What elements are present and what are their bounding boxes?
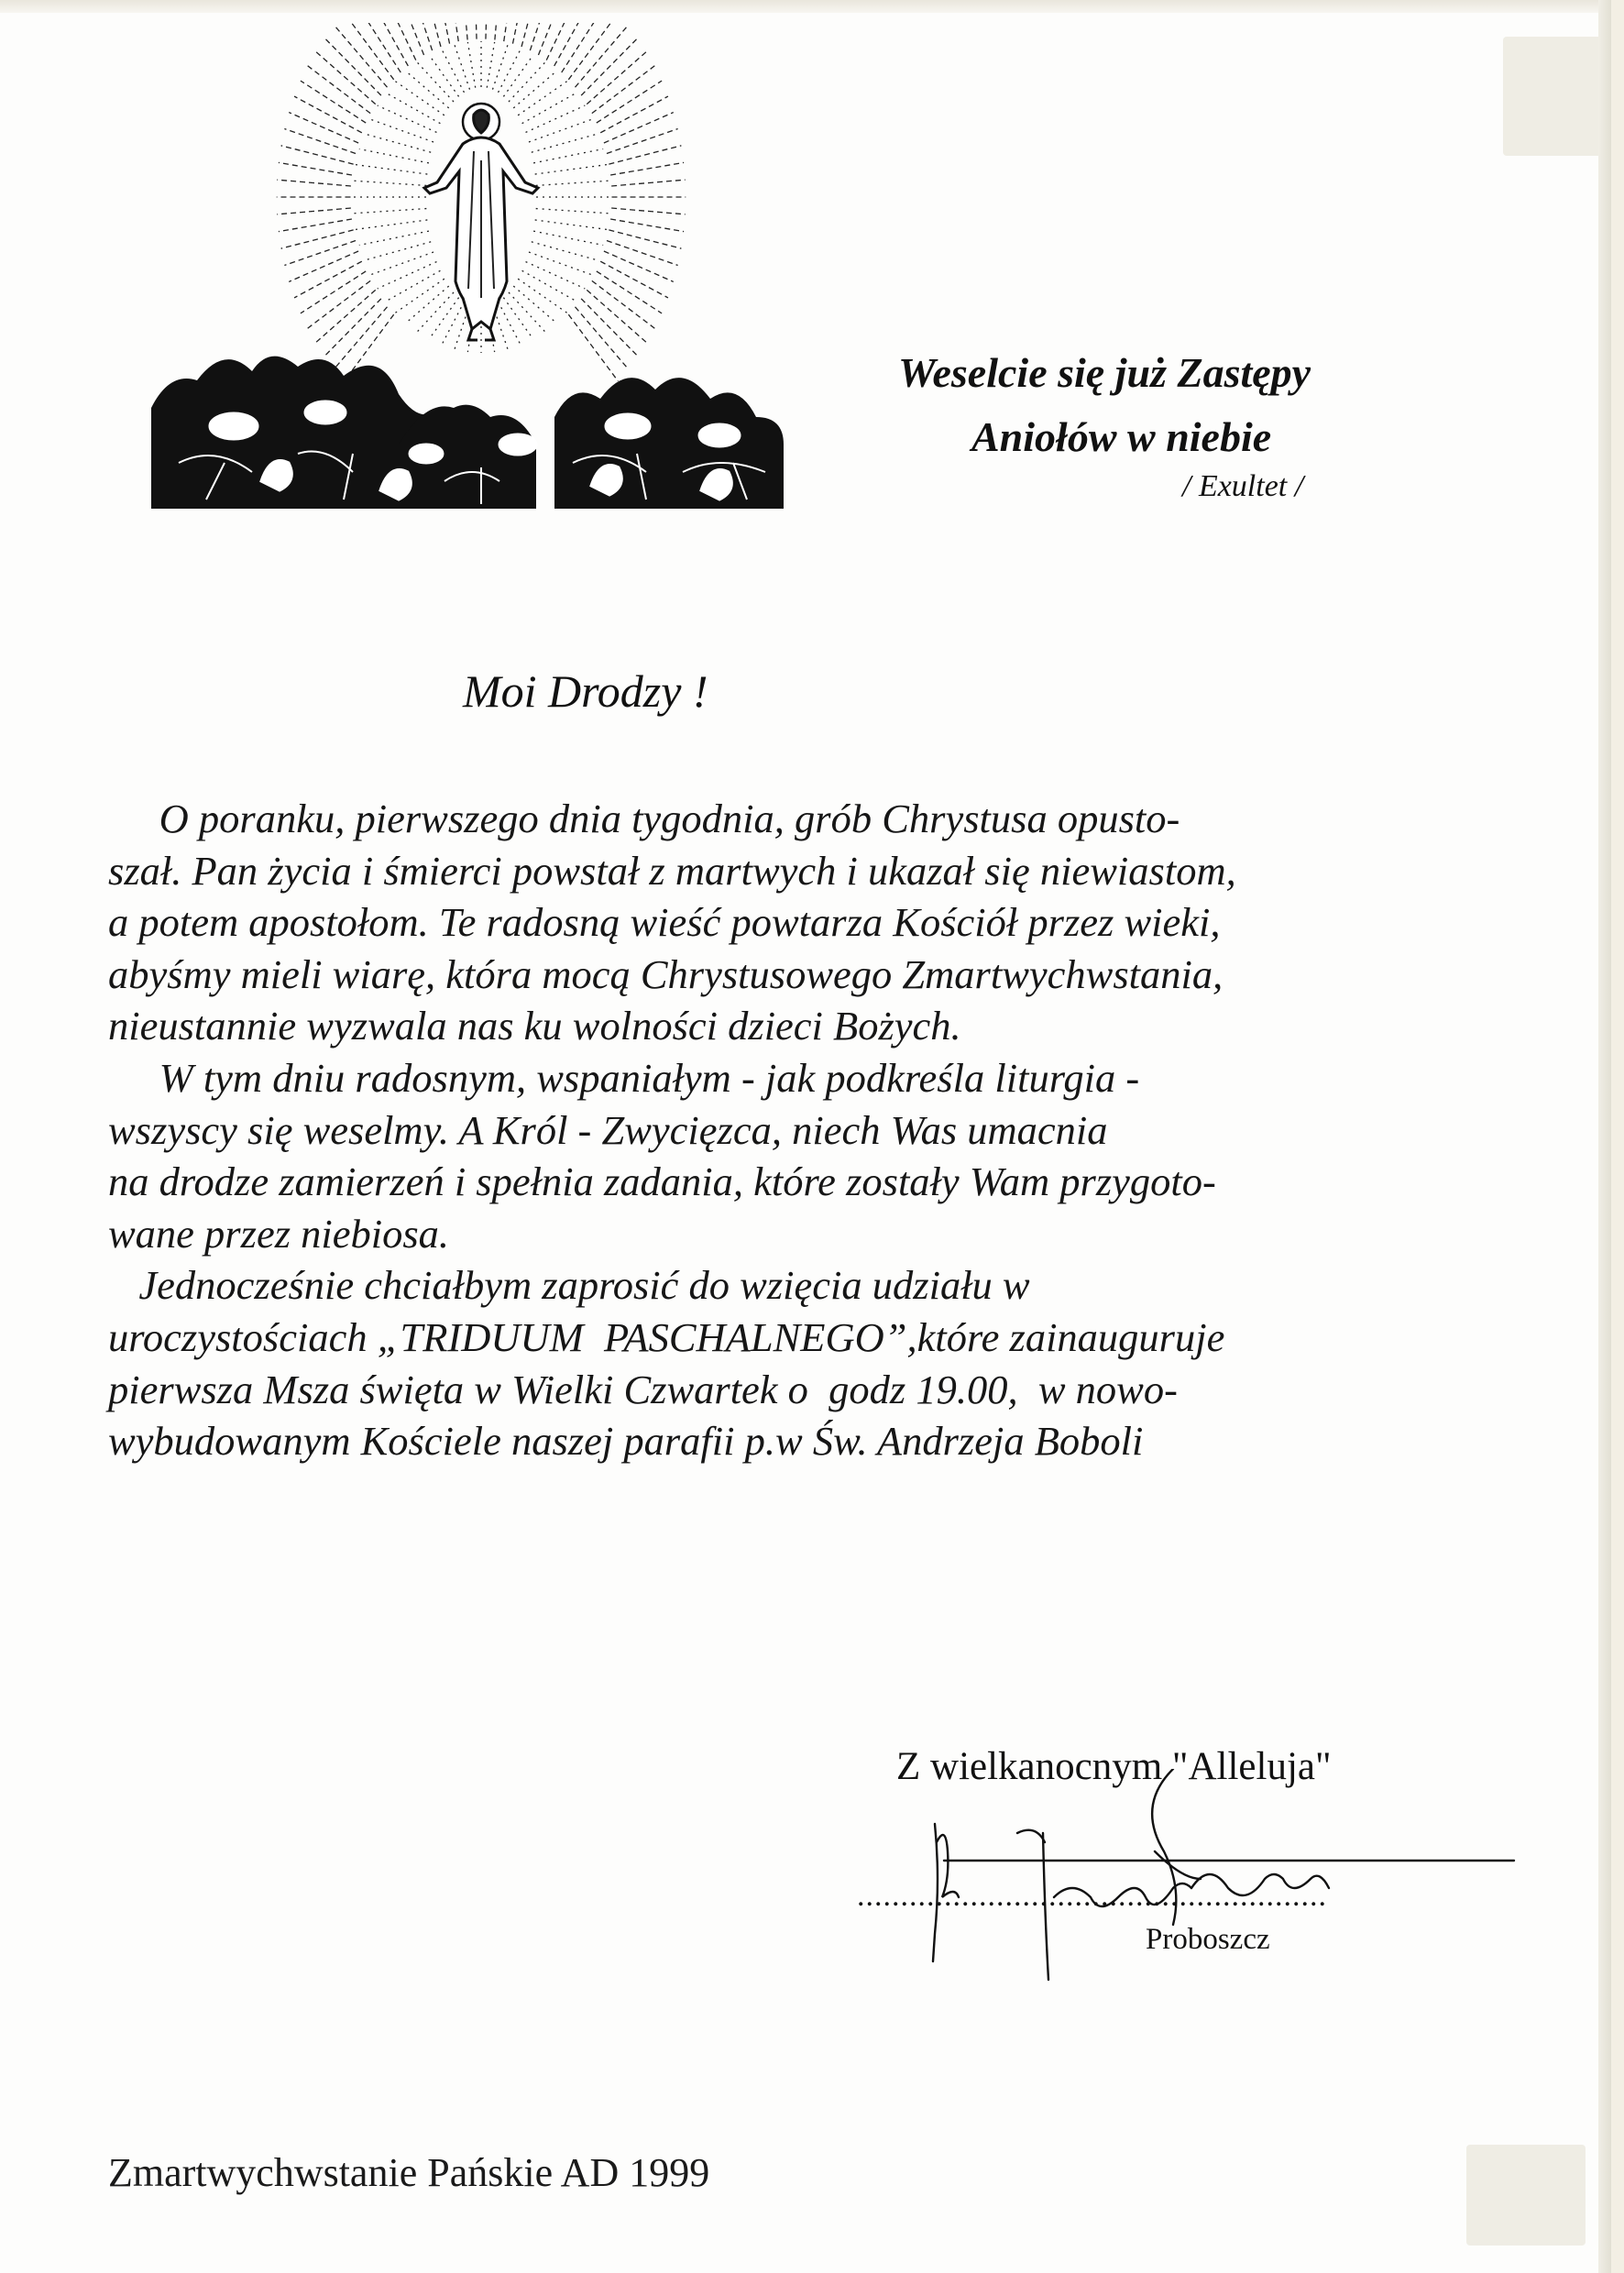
letter-body-line: wane przez niebiosa. [108, 1210, 450, 1257]
letter-body-line: nieustannie wyzwala nas ku wolności dzieci Bożych. [108, 1003, 961, 1049]
role-label: Proboszcz [1146, 1923, 1270, 1956]
greeting: Moi Drodzy ! [463, 665, 708, 717]
christ-figure [424, 104, 538, 340]
resurrection-illustration [151, 23, 811, 509]
letter-body-line: wybudowanym Kościele naszej parafii p.w Św. Andrzeja Boboli [108, 1418, 1144, 1465]
letter-body-line: a potem apostołom. Te radosną wieść powtarza Kościół przez wieki, [108, 899, 1221, 946]
exultet-quote [880, 341, 1485, 469]
quote-source: / Exultet / [1182, 469, 1304, 503]
letter-body-line: W tym dniu radosnym, wspaniałym - jak podkreśla liturgia - [108, 1054, 1140, 1101]
quote-line-1: Weselcie się już Zastępy [898, 349, 1311, 396]
letter-body-line: O poranku, pierwszego dnia tygodnia, grób Chrystusa opusto- [108, 796, 1180, 841]
footer-date-line: Zmartwychwstanie Pańskie AD 1999 [108, 2150, 710, 2195]
letter-body-line: wszyscy się weselmy. A Król - Zwycięzca, niech Was umacnia [108, 1106, 1108, 1153]
scan-smudge [1503, 37, 1604, 156]
quote-line-2: Aniołów w niebie [971, 413, 1272, 460]
signature-dotted-line: ...................................................... [857, 1879, 1327, 1913]
scan-right-edge [1598, 0, 1611, 2273]
letter-body [108, 793, 1538, 1467]
letter-body-line: na drodze zamierzeń i spełnia zadania, które zostały Wam przygoto- [108, 1158, 1216, 1205]
letter-body-line: abyśmy mieli wiarę, która mocą Chrystusowego Zmartwychwstania, [108, 950, 1223, 997]
letter-body-line: pierwsza Msza święta w Wielki Czwartek o godz 19.00, w nowo- [108, 1366, 1178, 1412]
scan-smudge [1466, 2145, 1586, 2246]
letter-body-line: Jednocześnie chciałbym zaprosić do wzięcia udziału w [108, 1262, 1030, 1309]
scan-top-edge [0, 0, 1611, 13]
letter-body-line: szał. Pan życia i śmierci powstał z martwych i ukazał się niewiastom, [108, 847, 1236, 894]
closing-line: Z wielkanocnym "Alleluja" [896, 1745, 1332, 1788]
letter-body-line: uroczystościach „TRIDUUM PASCHALNEGO”,które zainauguruje [108, 1313, 1225, 1360]
